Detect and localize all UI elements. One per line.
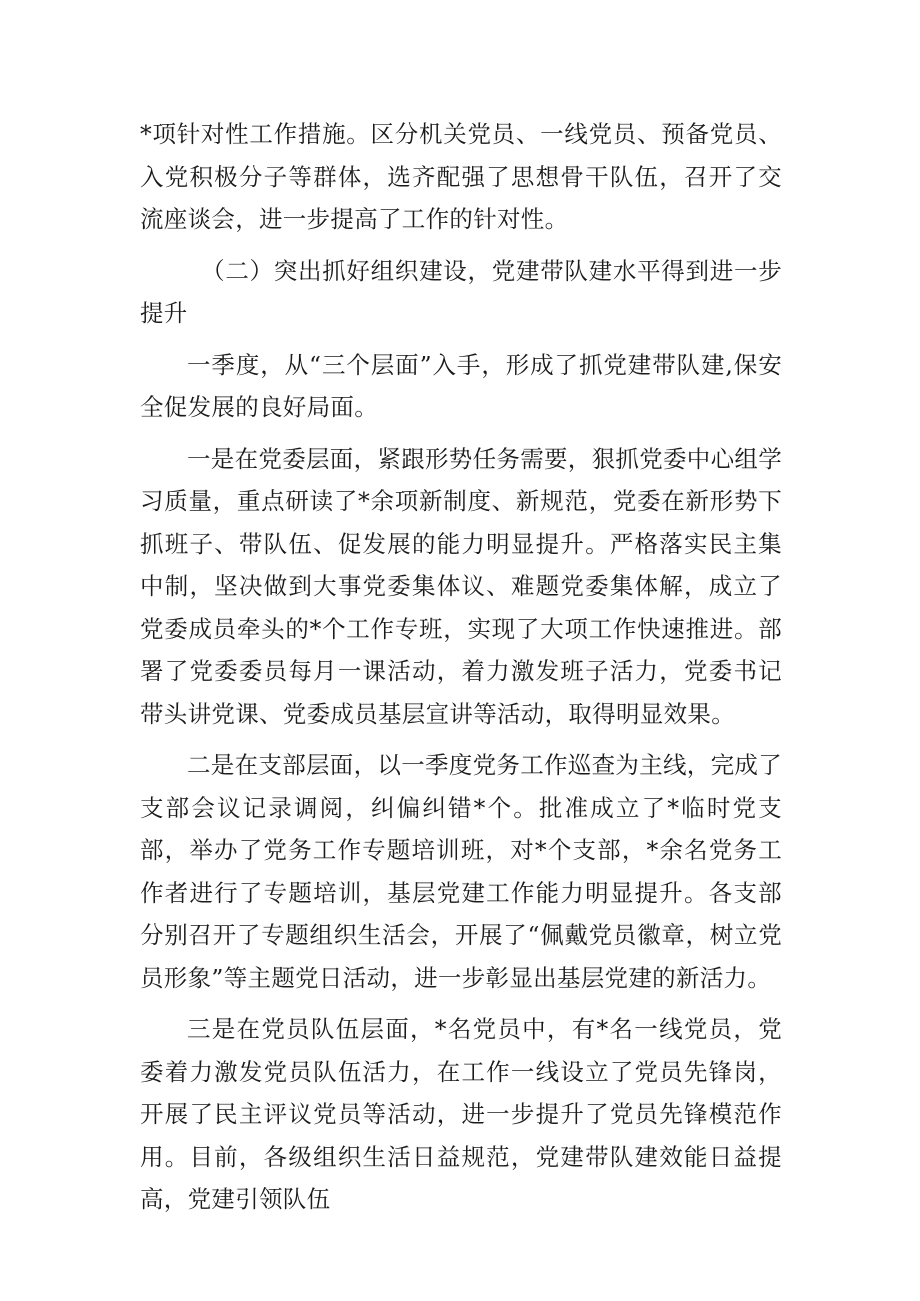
section-heading: （二）突出抓好组织建设，党建带队建水平得到进一步提升 [140,256,782,327]
paragraph-party-committee: 一是在党委层面，紧跟形势任务需要，狠抓党委中心组学习质量，重点研读了*余项新制度、新规范，党委在新形势下抓班子、带队伍、促发展的能力明显提升。严格落实民主集中制，坚决做到大事党委集体议、难题党委集体解，成立了党委成员牵头的*个工作专班，实现了大项工作快速推进。部署了党委委员每月一课活动，着力激发班子活力，党委书记带头讲党课、党委成员基层宣讲等活动，取得明显效果。 [140,444,782,728]
paragraph-intro: 一季度，从“三个层面”入手，形成了抓党建带队建,保安全促发展的良好局面。 [140,350,782,421]
paragraph-continued: *项针对性工作措施。区分机关党员、一线党员、预备党员、入党积极分子等群体，选齐配强了思想骨干队伍，召开了交流座谈会，进一步提高了工作的针对性。 [140,120,782,233]
paragraph-members: 三是在党员队伍层面，*名党员中，有*名一线党员，党委着力激发党员队伍活力，在工作一线设立了党员先锋岗，开展了民主评议党员等活动，进一步提升了党员先锋模范作用。目前，各级组织生活日益规范，党建带队建效能日益提高，党建引领队伍 [140,1015,782,1213]
paragraph-branch: 二是在支部层面，以一季度党务工作巡查为主线，完成了支部会议记录调阅，纠偏纠错*个。批准成立了*临时党支部，举办了党务工作专题培训班，对*个支部，*余名党务工作者进行了专题培训，基层党建工作能力明显提升。各支部分别召开了专题组织生活会，开展了“佩戴党员徽章，树立党员形象”等主题党日活动，进一步彰显出基层党建的新活力。 [140,751,782,992]
document-body [140,113,782,1230]
